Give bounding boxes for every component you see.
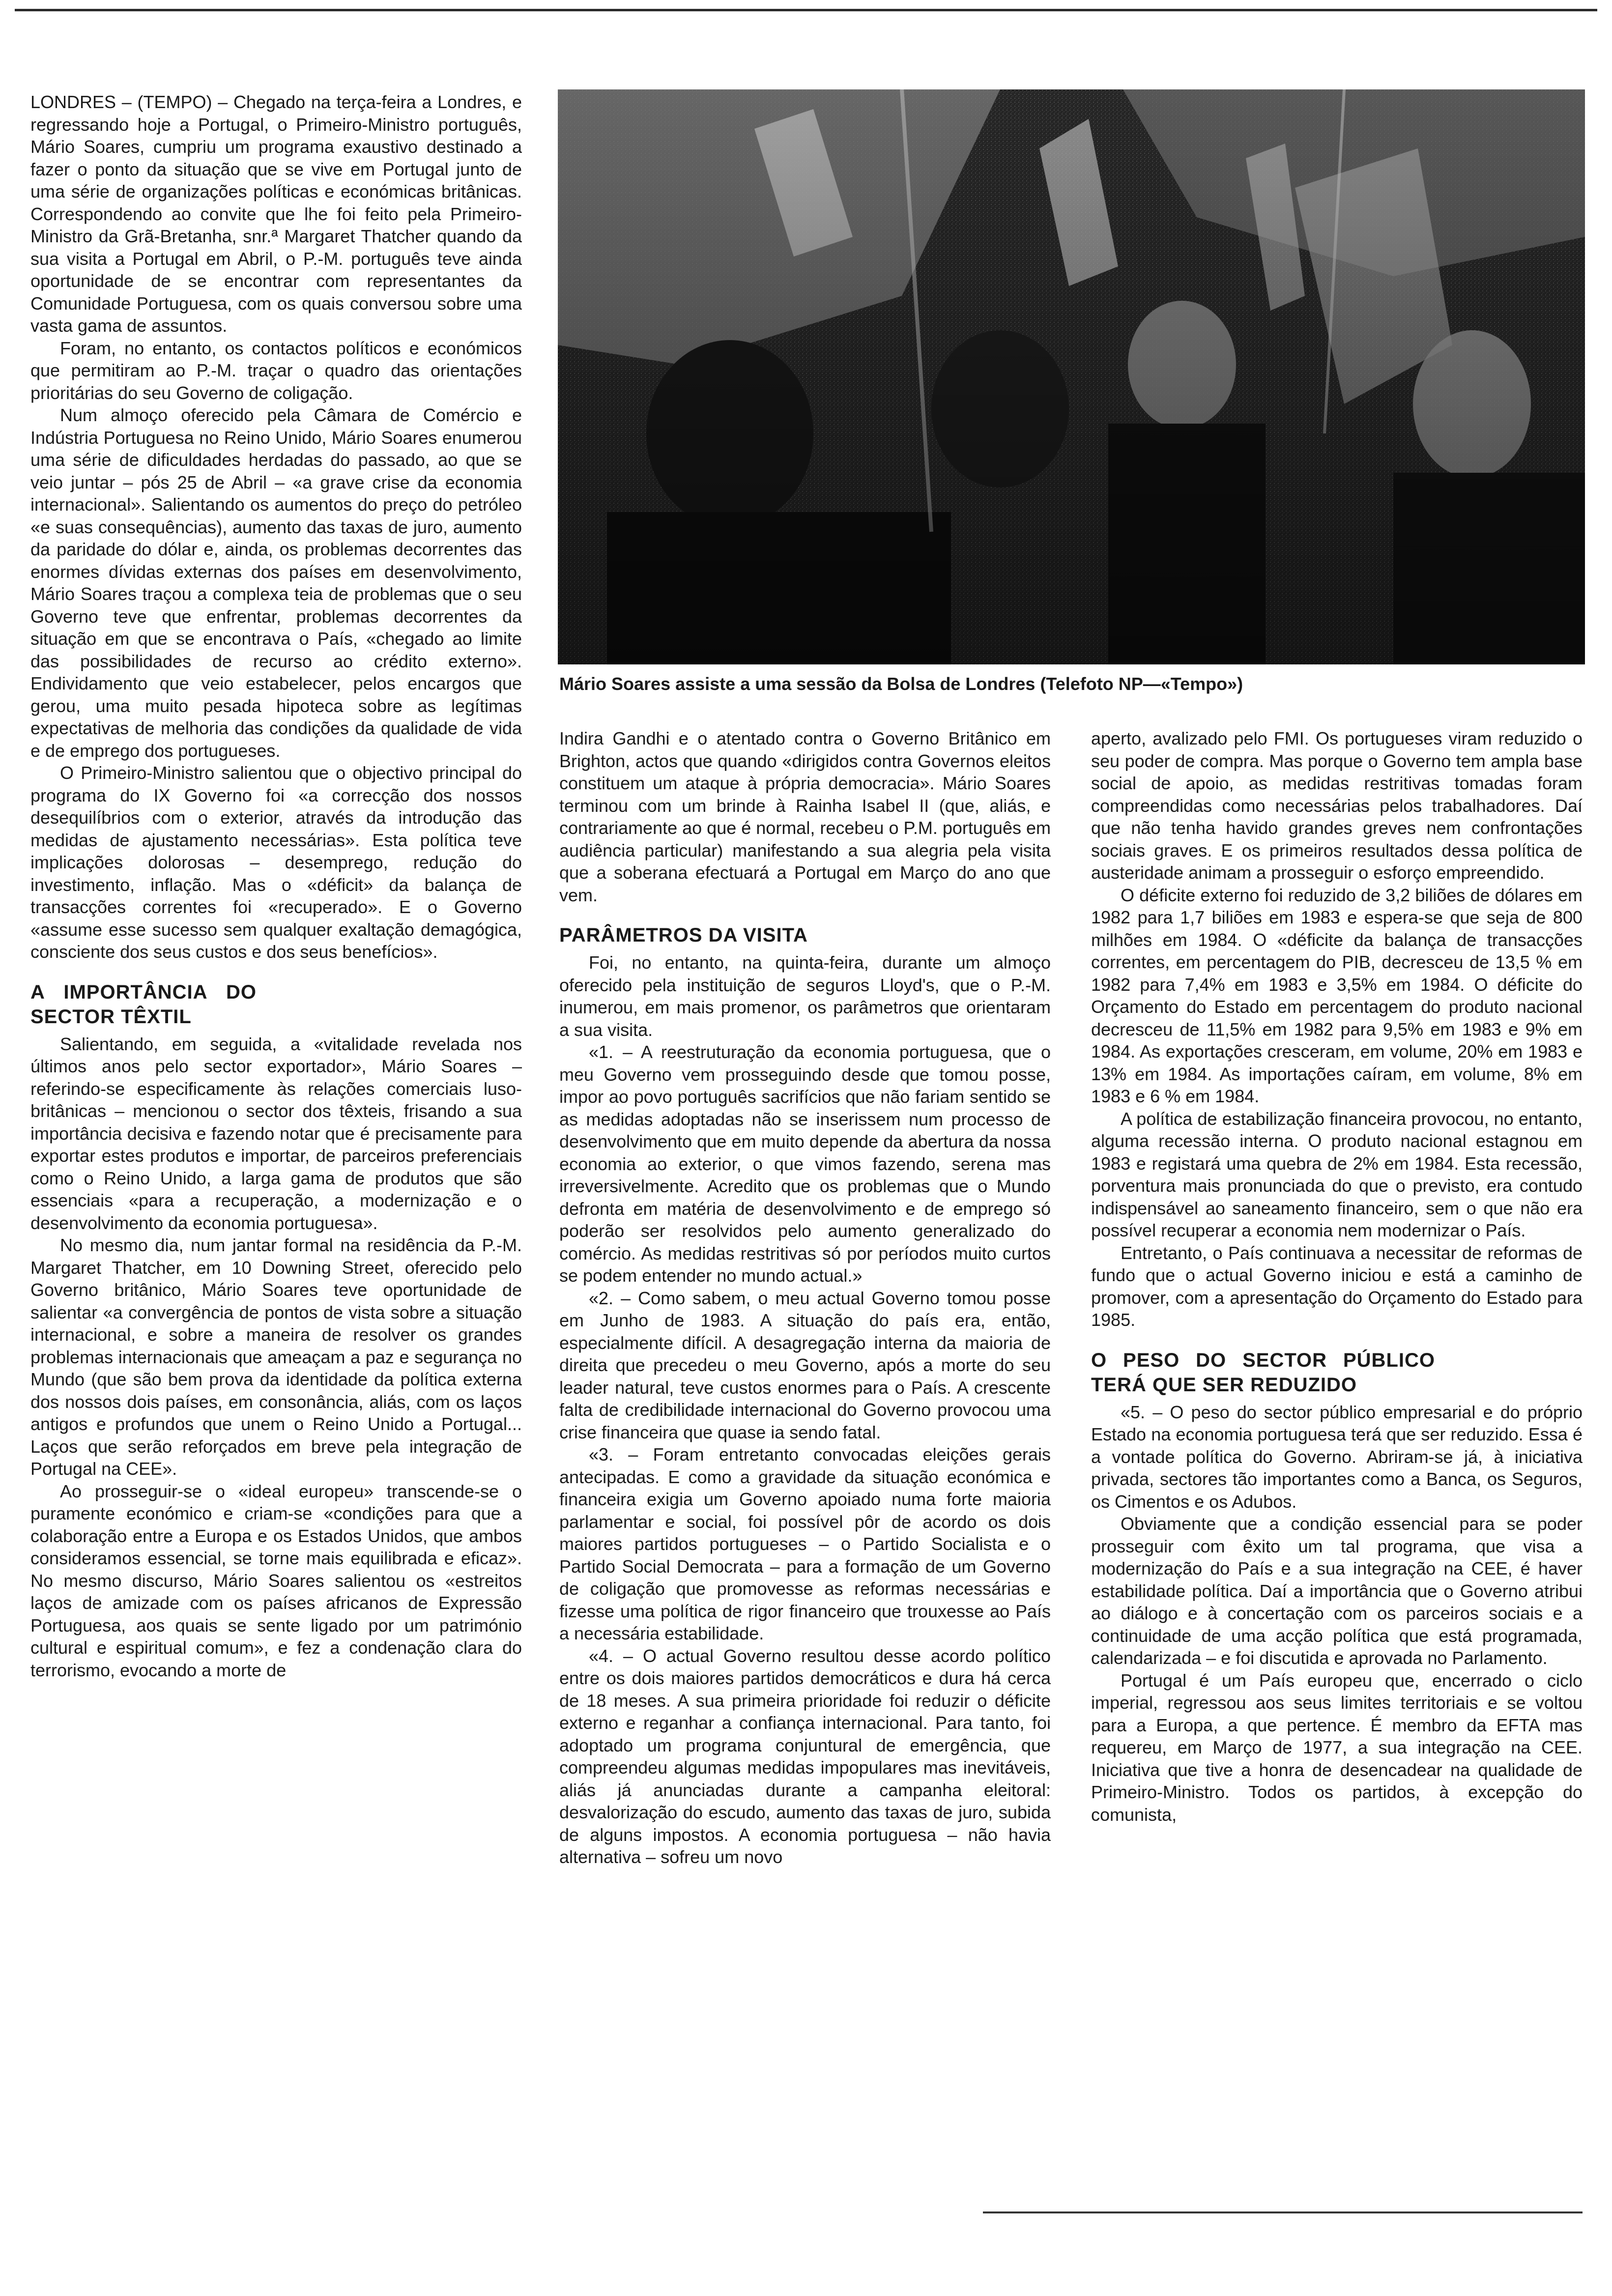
article-paragraph: Foi, no entanto, na quinta-feira, durante um almoço oferecido pela instituição de seguros Lloyd's, que o P.-M. inumerou, em mais promenor, os parâmetros que orientaram a sua visita. [559,952,1051,1040]
column-2 [559,727,1051,1868]
article-paragraph: Entretanto, o País continuava a necessitar de reformas de fundo que o actual Governo iniciou e está a caminho de promover, com a apresentação do Orçamento do Estado para 1985. [1091,1242,1583,1330]
article-paragraph: «5. – O peso do sector público empresarial e do próprio Estado na economia portuguesa terá que ser reduzido. Essa é a vontade política do Governo. Abriram-se já, à iniciativa privada, sectores tão importantes como a Banca, os Seguros, os Cimentos e os Adubos. [1091,1402,1583,1512]
article-paragraph: «3. – Foram entretanto convocadas eleições gerais antecipadas. E como a gravidade da situação económica e financeira exigia um Governo apoiado numa forte maioria parlamentar e social, foi possível pôr de acordo os dois maiores partidos portugueses – o Partido Socialista e o Partido Social Democrata – para a formação de um Governo de coligação que promovesse as reformas necessárias e fizesse uma política de rigor financeiro que trouxesse ao País a necessária estabilidade. [559,1444,1051,1643]
article-paragraph: Obviamente que a condição essencial para se poder prosseguir com êxito um tal programa, que visa a modernização do País e a sua integração na CEE, é haver estabilidade política. Daí a importância que o Governo atribui ao diálogo e à concertação com os parceiros sociais e a continuidade de uma acção política que está programada, calendarizada – e foi discutida e aprovada no Parlamento. [1091,1514,1583,1668]
article-paragraph: Num almoço oferecido pela Câmara de Comércio e Indústria Portuguesa no Reino Unido, Mário Soares enumerou uma série de dificuldades herdadas do passado, ao que se veio juntar – pós 25 de Abril – «a grave crise da economia internacional». Salientando os aumentos do preço do petróleo «e suas consequências), aumento das taxas de juro, aumento da paridade do dólar e, ainda, os problemas decorrentes das enormes dívidas externas dos países em desenvolvimento, Mário Soares traçou a complexa teia de problemas que o seu Governo teve que enfrentar, problemas decorrentes da situação em que se encontrava o País, «chegado ao limite das possibilidades de recurso ao crédito externo». Endividamento que veio estabelecer, pelos encargos que gerou, uma muito pesada hipoteca sobre as legítimas expectativas de melhoria das condições da qualidade de vida e de emprego dos portugueses. [30,405,522,761]
bottom-rule [983,2211,1583,2213]
article-paragraph: O Primeiro-Ministro salientou que o objectivo principal do programa do IX Governo foi «a correcção dos nossos desequilíbrios com o exterior, através da introdução das medidas de ajustamento necessárias». Esta política teve implicações dolorosas – desemprego, redução do investimento, inflação. Mas o «déficit» da balança de transacções correntes foi «recuperado». E o Governo «assume esse sucesso sem qualquer exaltação demagógica, consciente dos seus custos e dos seus benefícios». [30,763,522,962]
article-paragraph: O déficite externo foi reduzido de 3,2 biliões de dólares em 1982 para 1,7 biliões em 1983 e espera-se que seja de 800 milhões em 1984. O «déficite da balança de transacções correntes, em percentagem do PIB, decresceu de 13,5 % em 1982 para 7,4% em 1983 e 3,5% em 1984. O déficite do Orçamento do Estado em percentagem do produto nacional decresceu de 11,5% em 1982 para 9,5% em 1983 e 9% em 1984. As exportações cresceram, em volume, 20% em 1983 e 13% em 1984. As importações caíram, em volume, 8% em 1983 e 6 % em 1984. [1091,885,1583,1106]
article-paragraph: LONDRES – (TEMPO) – Chegado na terça-feira a Londres, e regressando hoje a Portugal, o Primeiro-Ministro português, Mário Soares, cumpriu um programa exaustivo destinado a fazer o ponto da situação que se vive em Portugal junto de uma série de organizações políticas e económicas britânicas. Correspondendo ao convite que lhe foi feito pela Primeiro-Ministro da Grã-Bretanha, snr.ª Margaret Thatcher quando da sua visita a Portugal em Abril, o P.-M. português teve ainda oportunidade de se encontrar com representantes da Comunidade Portuguesa, com os quais conversou sobre uma vasta gama de assuntos. [30,92,522,336]
article-paragraph: Salientando, em seguida, a «vitalidade revelada nos últimos anos pelo sector exportador», Mário Soares – referindo-se especificamente às relações comerciais luso-britânicas – mencionou o sector dos têxteis, frisando a sua importância decisiva e fazendo notar que é precisamente para exportar estes produtos e importar, de parceiros preferenciais como o Reino Unido, a larga gama de produtos que são essenciais «para a recuperação, a modernização e o desenvolvimento da economia portuguesa». [30,1033,522,1233]
article-paragraph: aperto, avalizado pelo FMI. Os portugueses viram reduzido o seu poder de compra. Mas porque o Governo tem ampla base social de apoio, as medidas restritivas tomadas foram compreendidas como necessárias pelos trabalhadores. Daí que não tenha havido grandes greves nem confrontações sociais graves. E os primeiros resultados dessa política de austeridade animam a prosseguir o esforço empreendido. [1091,728,1583,883]
news-photo [558,89,1585,664]
article-paragraph: Foram, no entanto, os contactos políticos e económicos que permitiram ao P.-M. traçar o quadro das orientações prioritárias do seu Governo de coligação. [30,338,522,403]
article-paragraph: Indira Gandhi e o atentado contra o Governo Britânico em Brighton, actos que quando «dirigidos contra Governos eleitos constituem um ataque à própria democracia». Mário Soares terminou com um brinde à Rainha Isabel II (que, aliás, e contrariamente ao que é normal, recebeu o P.M. português em audiência particular) manifestando a sua alegria pela visita que a soberana efectuará a Portugal em Março do ano que vem. [559,728,1051,905]
section-heading: O PESO DO SECTOR PÚBLICO TERÁ QUE SER REDUZIDO [1091,1349,1435,1396]
section-heading: A IMPORTÂNCIA DO SECTOR TÊXTIL [30,981,257,1028]
article-paragraph: Portugal é um País europeu que, encerrado o ciclo imperial, regressou aos seus limites territoriais e se voltou para a Europa, a que pertence. É membro da EFTA mas requereu, em Março de 1977, a sua integração na CEE. Iniciativa que tive a honra de desencadear na qualidade de Primeiro-Ministro. Todos os partidos, à excepção do comunista, [1091,1670,1583,1825]
top-rule [15,9,1597,11]
column-1 [30,91,522,1681]
article-paragraph: «1. – A reestruturação da economia portuguesa, que o meu Governo vem prosseguindo desde que tomou posse, impor ao povo português sacrifícios que não fariam sentido se as medidas adoptadas não se inserissem num processo de desenvolvimento que em muito depende da abertura da nossa economia ao exterior, o que vimos fazendo, serena mas irreversivelmente. Acredito que os problemas que o Mundo defronta em matéria de desenvolvimento e de emprego só poderão ser resolvidos pelo aumento generalizado do comércio. As medidas restritivas só por períodos muito curtos se podem entender no mundo actual.» [559,1042,1051,1286]
article-paragraph: Ao prosseguir-se o «ideal europeu» transcende-se o puramente económico e criam-se «condições para que a colaboração entre a Europa e os Estados Unidos, que ambos consideramos essencial, se torne mais equilibrada e eficaz». No mesmo discurso, Mário Soares salientou os «estreitos laços de amizade com os países africanos de Expressão Portuguesa, aos quais se sente ligado por um património cultural e espiritual comum», e fez a condenação clara do terrorismo, evocando a morte de [30,1481,522,1680]
article-paragraph: «4. – O actual Governo resultou desse acordo político entre os dois maiores partidos democráticos e dura há cerca de 18 meses. A sua primeira prioridade foi reduzir o déficite externo e reganhar a confiança internacional. Para tanto, foi adoptado um programa conjuntural de emergência, que compreendeu algumas medidas impopulares mas inevitáveis, aliás já anunciadas durante a campanha eleitoral: desvalorização do escudo, aumento das taxas de juro, subida de alguns impostos. A economia portuguesa – não havia alternativa – sofreu um novo [559,1645,1051,1867]
article-paragraph: No mesmo dia, num jantar formal na residência da P.-M. Margaret Thatcher, em 10 Downing Street, oferecido pelo Governo britânico, Mário Soares teve oportunidade de salientar «a convergência de pontos de vista sobre a situação internacional, e sobre a maneira de resolver os grandes problemas internacionais que ameaçam a paz e segurança no Mundo (que são bem prova da identidade da política externa dos nossos dois países, em consonância, aliás, com os laços antigos e profundos que unem o Reino Unido a Portugal... Laços que serão reforçados em breve pela integração de Portugal na CEE». [30,1235,522,1479]
column-3 [1091,727,1583,1826]
article-paragraph: «2. – Como sabem, o meu actual Governo tomou posse em Junho de 1983. A situação do país era, então, especialmente difícil. A desagregação interna da maioria de direita que precedeu o meu Governo, após a morte do seu leader natural, teve custos enormes para o País. A crescente falta de credibilidade internacional do Governo provocou uma crise financeira que quase ia sendo fatal. [559,1288,1051,1442]
section-heading: PARÂMETROS DA VISITA [559,924,808,946]
photo-caption: Mário Soares assiste a uma sessão da Bolsa de Londres (Telefoto NP—«Tempo») [559,674,1243,694]
article-paragraph: A política de estabilização financeira provocou, no entanto, alguma recessão interna. O produto nacional estagnou em 1983 e registará uma quebra de 2% em 1984. Esta recessão, porventura mais pronunciada do que o previsto, era contudo indispensável ao saneamento financeiro, sem o que não era possível recuperar a economia nem modernizar o País. [1091,1108,1583,1240]
